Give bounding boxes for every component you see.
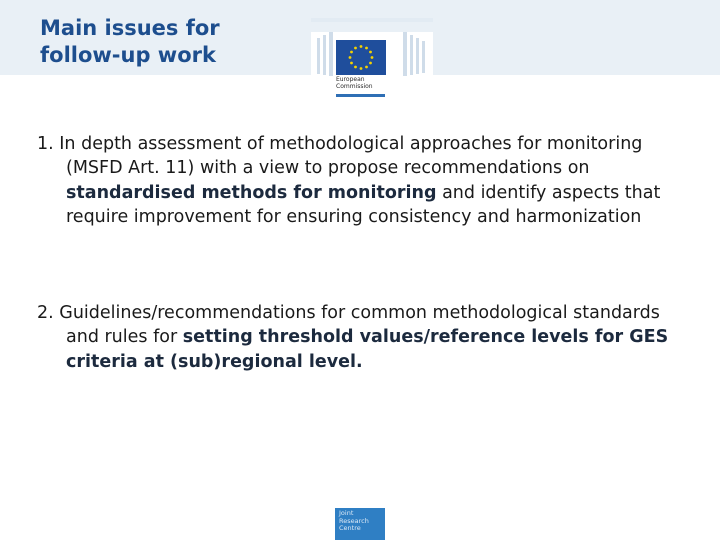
jrc-badge-line-3: Centre: [339, 524, 361, 532]
list-item-2-bold: setting threshold values/reference levels for GES criteria at (sub)regional level.: [66, 327, 669, 372]
logo-caption: [336, 76, 373, 90]
slide-title: [40, 15, 220, 69]
list-item-2: [37, 301, 687, 374]
logo-caption-line-1: European: [336, 76, 365, 83]
list-item-1-text: In depth assessment of methodological approaches for monitoring (MSFD Art. 11) with a view to propose recommendations on: [53, 134, 643, 179]
jrc-badge-line-2: Research: [339, 516, 369, 525]
list-item-1-text-end: and identify aspects that require improvement for ensuring consistency and harmonization: [66, 182, 661, 227]
list-item-1-number: 1.: [37, 134, 54, 154]
logo-caption-line-2: Commission: [336, 83, 373, 90]
slide-title-line-2: follow-up work: [40, 43, 216, 67]
jrc-badge-line-1: Joint: [339, 509, 354, 517]
list-item-2-number: 2.: [37, 303, 54, 324]
slide-body: [37, 132, 687, 374]
slide-title-line-1: Main issues for: [40, 16, 220, 40]
list-item-1-bold: standardised methods for monitoring: [66, 182, 437, 203]
list-item-1: [37, 132, 687, 229]
jrc-badge-text: [339, 510, 369, 533]
list-item-2-text: Guidelines/recommendations for common methodological standards and rules for: [53, 303, 660, 348]
logo-underline: [336, 94, 385, 97]
